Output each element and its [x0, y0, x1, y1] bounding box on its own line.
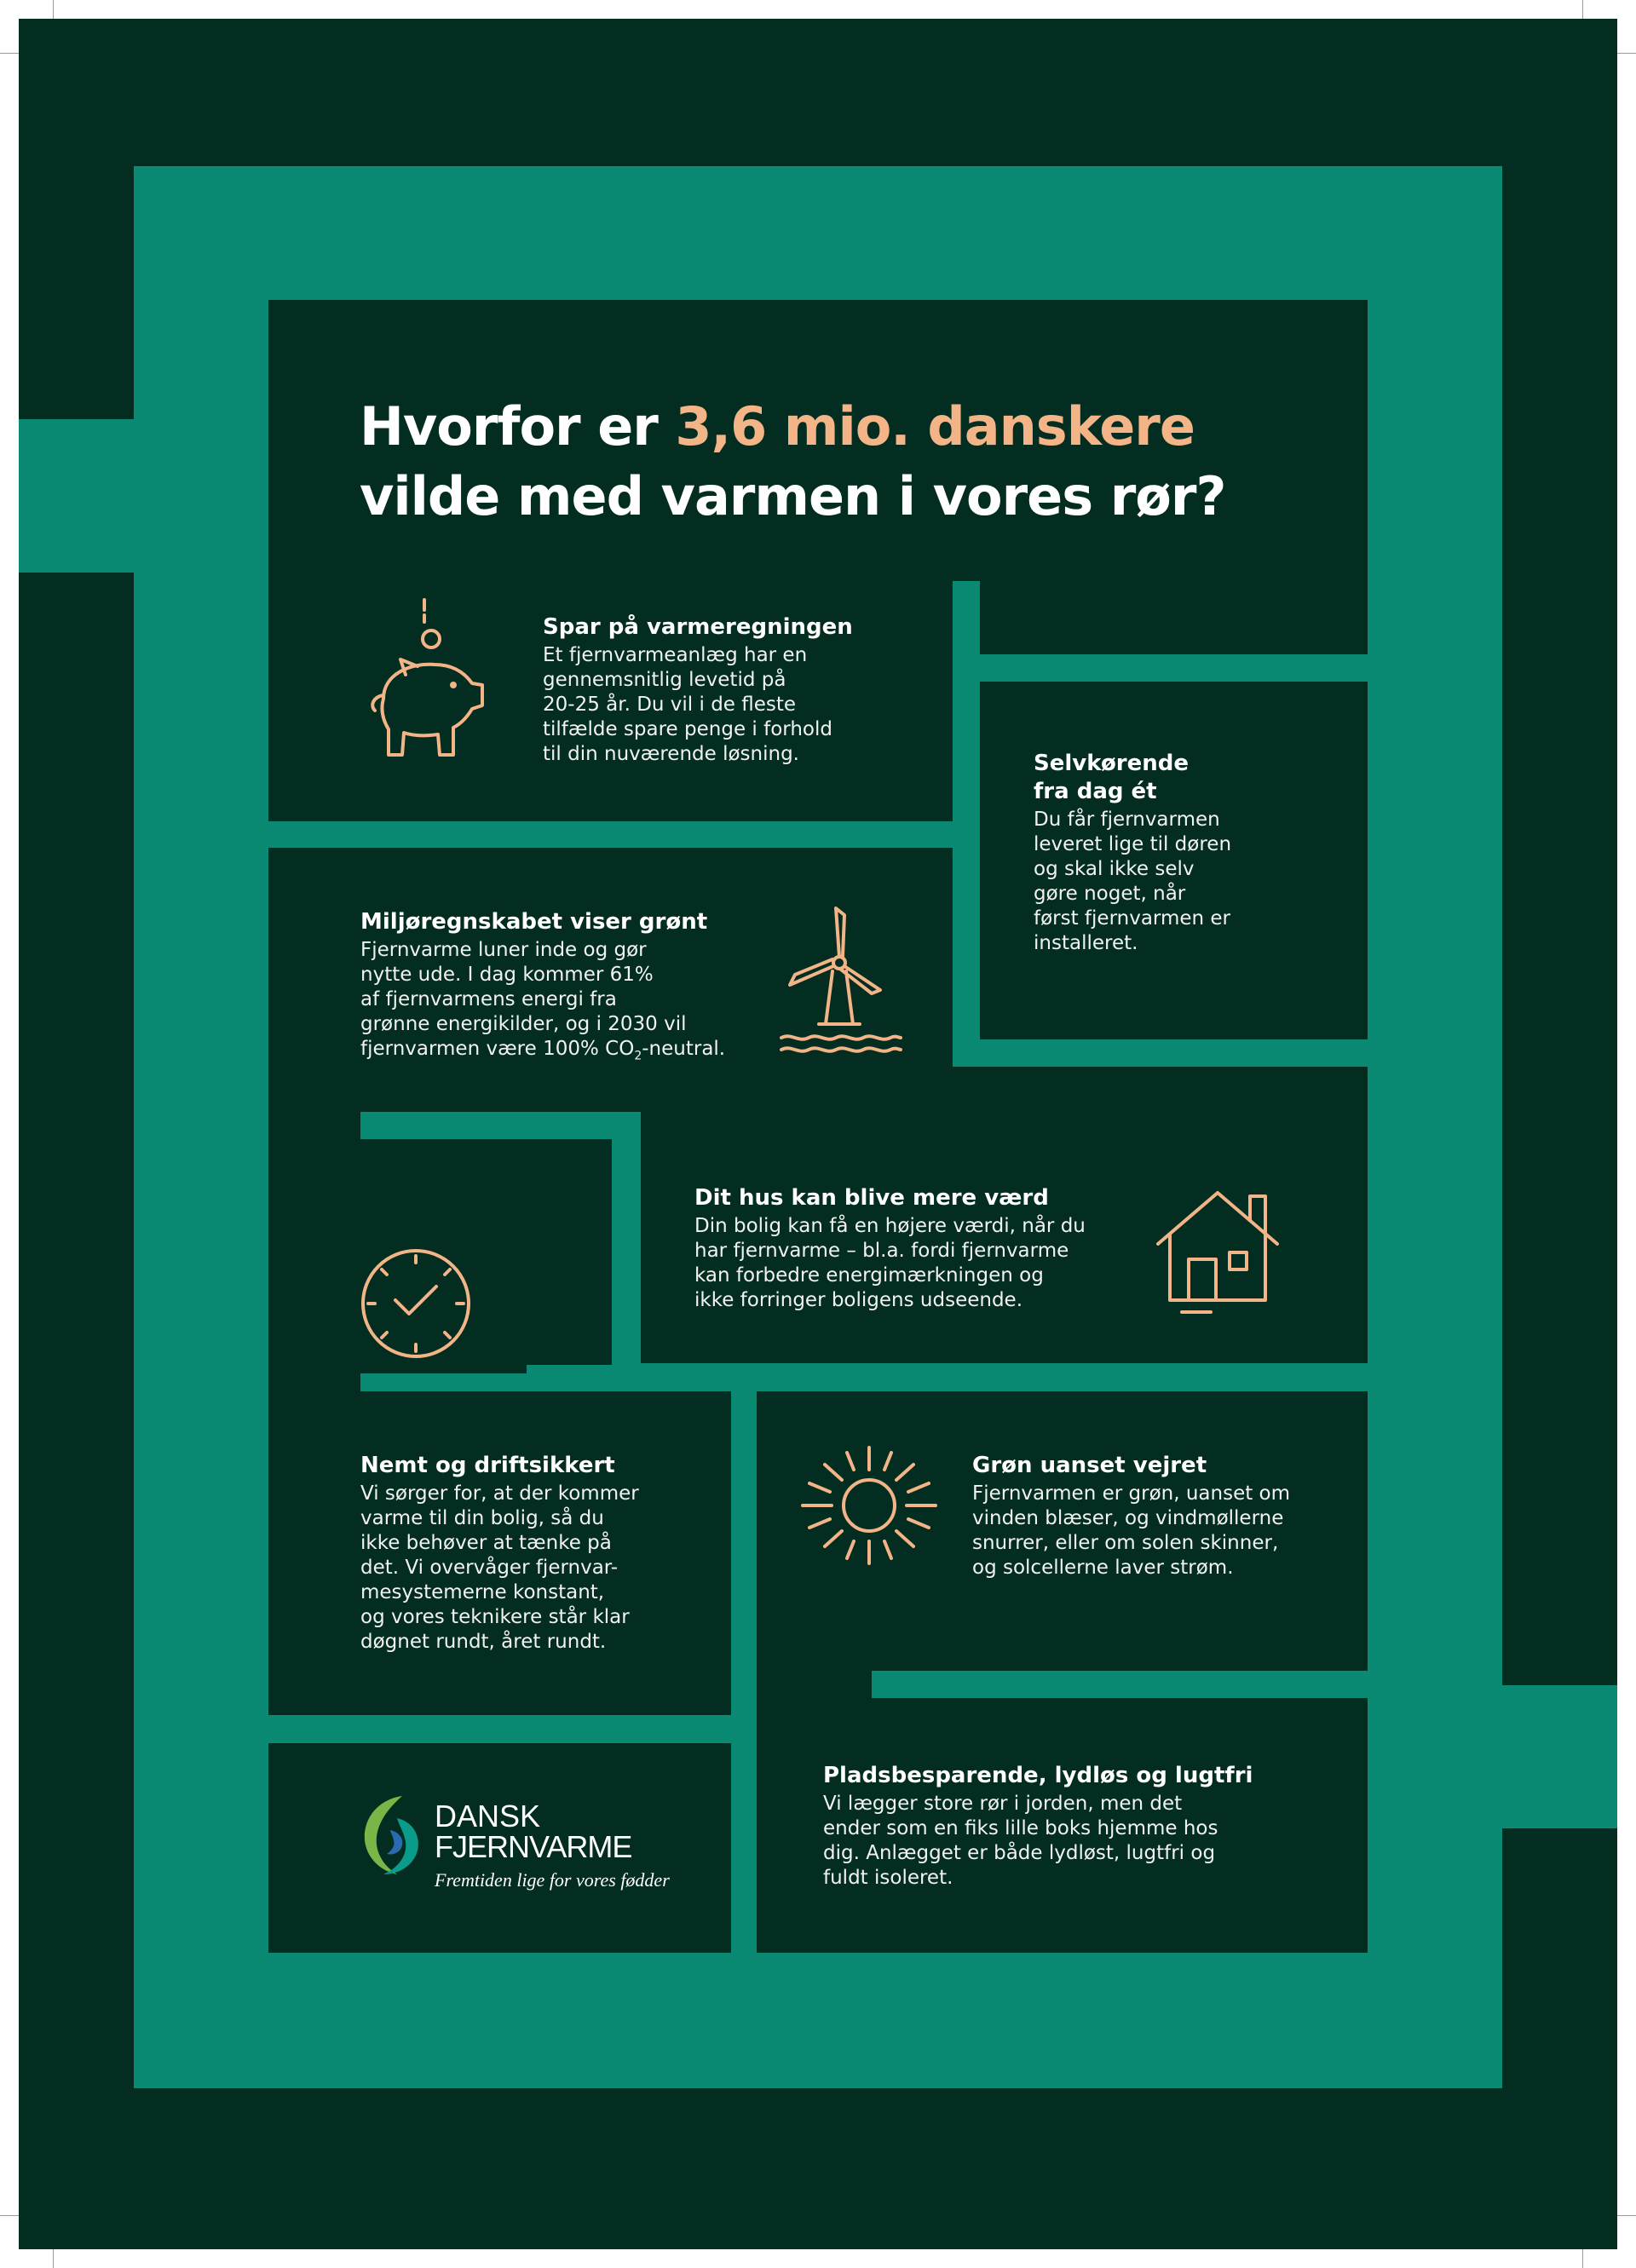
clock-check-icon: [358, 1244, 477, 1363]
maze-cell-weather-lower: [757, 1671, 872, 1698]
sun-icon: [799, 1444, 939, 1567]
logo-tagline: Fremtiden lige for vores fødder: [435, 1869, 670, 1891]
maze-cell-house-notch-right: [1193, 1067, 1368, 1125]
benefit-space-saving: [823, 1762, 1266, 1891]
title-highlight: 3,6 mio. danskere: [675, 395, 1195, 458]
benefit-environment: [360, 908, 786, 1069]
benefit-body: Din bolig kan få en højere værdi, når du har fjernvarme – bl.a. fordi fjernvarme kan forbedre energimærkningen og ikke forringer boligens udseende.: [694, 1215, 1086, 1311]
maze-exit-right: [1483, 1685, 1617, 1828]
maze-entrance-left: [19, 419, 155, 573]
title-line1-pre: Hvorfor er: [360, 395, 676, 458]
co2-subscript: 2: [634, 1049, 642, 1063]
maze-cell-clock-lower: [268, 1363, 527, 1373]
benefit-house-value: [694, 1184, 1138, 1313]
benefit-self-driving: [1034, 750, 1340, 956]
maze-cell-house-notch: [641, 1067, 1165, 1125]
benefit-body: Fjernvarmen er grøn, uanset om vinden blæser, og vindmøllerne snurrer, eller om solen skinner, og solcellerne laver strøm.: [972, 1482, 1291, 1579]
benefit-body: Vi sørger for, at der kommer varme til din bolig, så du ikke behøver at tænke på det. Vi overvåger fjernvar- mesystemerne konstant, og vores teknikere står klar døgnet rundt, året rundt.: [360, 1482, 639, 1653]
benefit-body-tail: -neutral.: [642, 1038, 726, 1060]
benefit-title: Nemt og driftsikkert: [360, 1453, 615, 1478]
maze-cell-header-right: [980, 579, 1368, 654]
title-line2: vilde med varmen i vores rør?: [360, 465, 1226, 527]
benefit-body: Vi lægger store rør i jorden, men det ender som en fiks lille boks hjemme hos dig. Anlægget er både lydløst, lugtfri og fuldt isoleret.: [823, 1793, 1218, 1889]
dansk-fjernvarme-logo: [358, 1789, 716, 1900]
benefit-title: Selvkørende fra dag ét: [1034, 751, 1190, 804]
benefit-body: Et fjernvarmeanlæg har en gennemsnitlig levetid på 20-25 år. Du vil i de fleste tilfælde spare penge i forhold til din nuværende løsning.: [543, 644, 832, 765]
benefit-body: Du får fjernvarmen leveret lige til døren og skal ikke selv gøre noget, når først fjernvarmen er installeret.: [1034, 809, 1232, 954]
swirl-logo-icon: [358, 1793, 426, 1878]
benefit-savings: [543, 613, 918, 767]
piggy-bank-icon: [358, 596, 494, 767]
wind-turbine-icon: [771, 903, 907, 1056]
house-icon: [1155, 1189, 1282, 1317]
benefit-title: Miljøregnskabet viser grønt: [360, 909, 708, 935]
benefit-title: Dit hus kan blive mere værd: [694, 1185, 1049, 1211]
benefit-body: [360, 938, 786, 1069]
logo-line1: DANSK: [435, 1799, 541, 1833]
benefit-body-text: Fjernvarme luner inde og gør nytte ude. I dag kommer 61% af fjernvarmens energi fra grønne energikilder, og i 2030 vil fjernvarmen være 100% CO: [360, 939, 687, 1060]
benefit-title: Grøn uanset vejret: [972, 1453, 1207, 1478]
logo-line2: FJERNVARME: [435, 1829, 632, 1864]
page-title: [360, 392, 1382, 532]
benefit-reliable: [360, 1452, 718, 1655]
benefit-title: Pladsbesparende, lydløs og lugtfri: [823, 1763, 1253, 1788]
benefit-title: Spar på varmeregningen: [543, 614, 853, 640]
benefit-weather: [972, 1452, 1347, 1580]
